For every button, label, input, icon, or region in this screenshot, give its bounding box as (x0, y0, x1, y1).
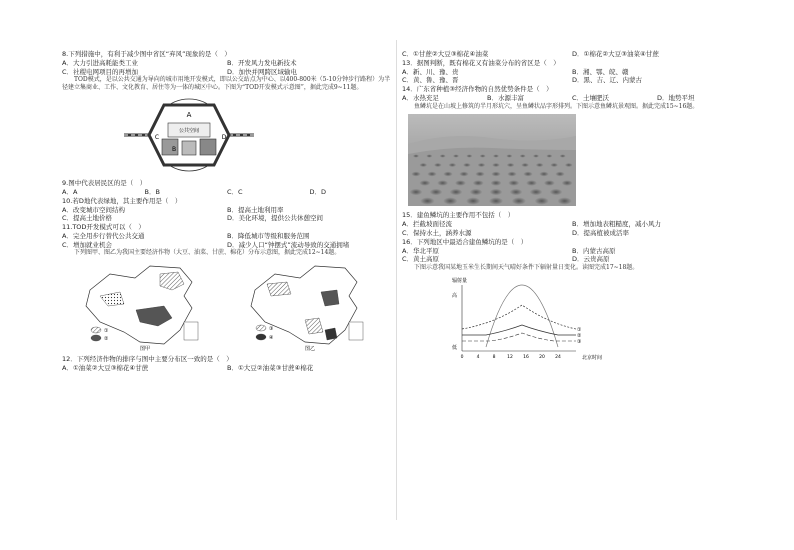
q14-stem: 14．广东省种植③经济作物的自然优势条件是（ ） (402, 85, 553, 94)
fish-scale-pit (520, 154, 526, 157)
fish-scale-pit (491, 171, 500, 176)
q11-options (62, 232, 392, 250)
q11-option-c[interactable]: C．增加就业机会 (62, 240, 113, 249)
radiation-ybottom: 低 (452, 345, 458, 352)
tod-intro: TOD模式，是以公共交通为导向的城市用地开发模式，即以公交站点为中心、以400-800米（5-10分钟步行路程）为半径建立集商业、工作、文化教育、居住等为一体的城区中心。下图为“TOD开发模式示意图”，据此完成9~11题。 (62, 76, 391, 92)
map-yi-legend-3: ③ (268, 326, 273, 333)
fish-scale-pit (466, 154, 472, 157)
q15-option-a[interactable]: A．拦截坡面径流 (402, 220, 452, 229)
map-jia-caption: 图甲 (139, 346, 150, 353)
radiation-xtick: 20 (539, 355, 545, 361)
radiation-xtick: 12 (507, 355, 513, 361)
radiation-series-1: ① (577, 327, 582, 334)
tod-label-d: D (221, 134, 227, 142)
fish-scale-pit (443, 197, 457, 204)
q14-options (402, 94, 742, 103)
fish-scale-pit (470, 188, 482, 194)
right-column (402, 50, 742, 369)
fish-scale-pit (523, 171, 532, 176)
fish-scale-pit (490, 188, 502, 194)
fish-scale-pit (533, 154, 539, 157)
q12-option-c[interactable]: C．①甘蔗②大豆③棉花④油菜 (402, 50, 489, 58)
fish-scale-pit (443, 171, 452, 176)
q8-option-d[interactable]: D．加快并网跨区域输电 (227, 67, 298, 76)
fish-scale-pit (478, 163, 486, 167)
fish-scale-pit (427, 171, 436, 176)
fish-scale-pit (558, 197, 572, 204)
fish-scale-pit-photo (402, 114, 742, 209)
radiation-xtick: 16 (523, 355, 529, 361)
tod-label-b: B (171, 146, 177, 154)
q12-stem: 12．下列经济作物的排序与图中主要分布区一致的是（ ） (62, 355, 233, 364)
q11-option-d[interactable]: D．减少人口“钟摆式”流动导致的交通拥堵 (227, 240, 350, 249)
q16-option-c[interactable]: C．黄土高原 (402, 255, 440, 264)
map-jia (80, 260, 210, 352)
fish-scale-pit (420, 197, 434, 204)
q8-option-b[interactable]: B．开发风力发电新技术 (227, 58, 297, 67)
q12-option-a[interactable]: A．①油菜②大豆③棉花④甘蔗 (62, 364, 149, 373)
fish-scale-pit (453, 154, 459, 157)
fish-scale-pit (411, 171, 420, 176)
radiation-intro: 下图示意我国某地玉米生长期间天气晴好条件下辐射量日变化。读图完成17~18题。 (414, 264, 639, 272)
q14-option-d[interactable]: D．地势平坦 (657, 93, 695, 102)
q13-options (402, 68, 742, 86)
fish-scale-pit (507, 163, 515, 167)
radiation-xtick: 24 (555, 355, 561, 361)
fish-scale-pit (413, 154, 419, 157)
fish-scale-pit (510, 188, 522, 194)
radiation-chart (402, 275, 742, 366)
q13-option-c[interactable]: C．黄、鲁、豫、晋 (402, 76, 459, 85)
left-column (62, 50, 392, 373)
fish-scale-pit (493, 154, 499, 157)
fish-scale-pit (419, 180, 430, 186)
q13-stem: 13．据图判断，既有棉花又有油菜分布的省区是（ ） (402, 58, 560, 67)
fish-scale-pit (550, 188, 562, 194)
q9-option-d[interactable]: D．D (309, 188, 327, 197)
crop-maps (62, 260, 392, 352)
fish-scale-pit (459, 171, 468, 176)
radiation-xtick: 0 (460, 355, 464, 361)
q15-stem: 15．建鱼鳞坑的主要作用不包括（ ） (402, 211, 515, 220)
radiation-ytop: 高 (452, 293, 458, 300)
pit-intro: 鱼鳞坑是在山坡上修筑的半月形坑穴，呈鱼鳞状品字形排列。下图示意鱼鳞坑景观图。据此完成15~16题。 (414, 102, 699, 110)
map-intro: 下列图甲、图乙为我国主要经济作物（大豆、油菜、甘蔗、棉花）分布示意图，据此完成12~14题。 (74, 249, 341, 257)
fish-scale-pit (546, 154, 552, 157)
fish-scale-pit (550, 163, 558, 167)
radiation-ylabel: 辐射量 (452, 278, 468, 285)
q8-options (62, 59, 392, 77)
fish-scale-pit (430, 188, 442, 194)
page-fold-line (396, 40, 397, 520)
q10-option-a[interactable]: A．改变城市空间结构 (62, 205, 125, 214)
tod-label-c: C (154, 134, 160, 142)
q15-option-d[interactable]: D．提高植被成活率 (572, 228, 630, 237)
fish-scale-pit (536, 163, 544, 167)
q12-options-cd (402, 50, 742, 59)
q12-options-ab (62, 364, 392, 373)
q8-stem: 8.下列措施中，有利于减少图中省区“弃风”现象的是（ ） (62, 50, 231, 58)
fish-scale-pit (449, 163, 457, 167)
q14-option-c[interactable]: C．土壤肥沃 (572, 93, 610, 102)
q16-stem: 16．下列地区中最适合建鱼鳞坑的是（ ） (402, 237, 528, 246)
fish-scale-pit (480, 154, 486, 157)
fish-scale-pit (508, 180, 519, 186)
map-yi-caption: 图乙 (304, 346, 315, 353)
fish-scale-pit (539, 171, 548, 176)
fish-scale-pit (492, 163, 500, 167)
q12-option-b[interactable]: B．①大豆②油菜③甘蔗④棉花 (227, 364, 314, 373)
tod-label-a: A (186, 111, 192, 120)
fish-scale-pit (419, 163, 427, 167)
fish-scale-pit (475, 171, 484, 176)
q14-option-b[interactable]: B．水源丰富 (487, 93, 524, 102)
q13-option-d[interactable]: D．黑、吉、辽、内蒙古 (572, 76, 643, 85)
q9-stem: 9.图中代表居民区的是（ ） (62, 179, 147, 188)
q16-option-d[interactable]: D．云贵高原 (572, 255, 610, 264)
q9-option-c[interactable]: C．C (227, 188, 243, 197)
tod-diagram (62, 95, 392, 176)
fish-scale-pit (473, 180, 484, 186)
q9-option-b[interactable]: B．B (144, 188, 160, 197)
q10-option-b[interactable]: B．提高土地利用率 (227, 205, 284, 214)
q13-option-b[interactable]: B．湘、鄂、皖、赣 (572, 67, 629, 76)
fish-scale-pit (491, 180, 502, 186)
q15-options (402, 220, 742, 238)
fish-scale-pit (506, 154, 512, 157)
fish-scale-pit (466, 197, 480, 204)
fish-scale-pit (426, 154, 432, 157)
fish-scale-pit (450, 188, 462, 194)
q9-option-a[interactable]: A．A (62, 188, 78, 197)
fish-scale-pit (507, 171, 516, 176)
q12-option-d[interactable]: D．①棉花②大豆③油菜④甘蔗 (572, 50, 659, 58)
q10-option-d[interactable]: D．美化环境，提供公共休憩空间 (227, 214, 324, 223)
fish-scale-pit (410, 188, 422, 194)
fish-scale-pit (544, 180, 555, 186)
q14-option-a[interactable]: A．水热充足 (402, 93, 439, 102)
radiation-series-2: ② (577, 333, 582, 340)
q11-stem: 11.TOD开发模式可以（ ） (62, 223, 145, 232)
q10-options (62, 206, 392, 224)
fish-scale-pit (489, 197, 503, 204)
fish-scale-pit (535, 197, 549, 204)
fish-scale-pit (555, 171, 564, 176)
fish-scale-pit (562, 180, 573, 186)
q11-option-b[interactable]: B．降低城市等级和服务范围 (227, 231, 310, 240)
q16-options (402, 247, 742, 265)
q15-option-b[interactable]: B．增加地表粗糙度，减小风力 (572, 220, 661, 229)
fish-scale-pit (440, 154, 446, 157)
fish-scale-pit (512, 197, 526, 204)
map-yi-legend-4: ④ (268, 335, 273, 342)
q8-option-c[interactable]: C．社稷电网项目的再增加 (62, 67, 139, 76)
radiation-xlabel: 北京时间 (582, 355, 603, 362)
q13-option-a[interactable]: A．新、川、豫、贵 (402, 67, 459, 76)
tod-label-center: 公共空间 (178, 128, 200, 135)
q10-option-c[interactable]: C．提高土地价格 (62, 214, 113, 223)
fish-scale-pit (530, 188, 542, 194)
radiation-series-3: ③ (577, 339, 582, 346)
q16-option-a[interactable]: A．华北平原 (402, 246, 439, 255)
radiation-xtick: 4 (476, 355, 480, 361)
map-jia-legend-2: ② (103, 336, 108, 343)
radiation-xtick: 8 (492, 355, 496, 361)
q9-options (62, 188, 392, 197)
fish-scale-pit (521, 163, 529, 167)
fish-scale-pit (560, 154, 566, 157)
map-jia-legend-1: ① (103, 328, 108, 335)
fish-scale-pit (434, 163, 442, 167)
fish-scale-pit (455, 180, 466, 186)
q11-option-a[interactable]: A．完全用步行替代公共交通 (62, 231, 145, 240)
map-yi (245, 260, 375, 352)
q8-option-a[interactable]: A．大力引进高耗能类工业 (62, 58, 138, 67)
fish-scale-pit (437, 180, 448, 186)
fish-scale-pit (463, 163, 471, 167)
fish-scale-pit (565, 163, 573, 167)
q15-option-c[interactable]: C．保持水土，涵养水源 (402, 228, 472, 237)
q16-option-b[interactable]: B．内蒙古高原 (572, 246, 616, 255)
fish-scale-pit (526, 180, 537, 186)
q10-stem: 10.若D地代表绿地，其主要作用是（ ） (62, 196, 182, 205)
